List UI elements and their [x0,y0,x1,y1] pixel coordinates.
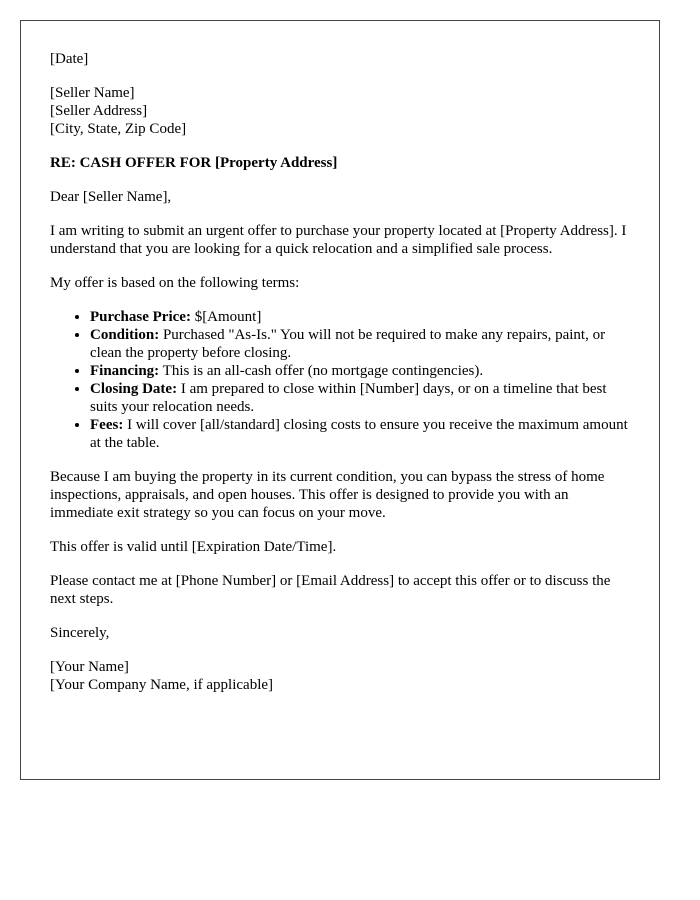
date-line [50,50,631,68]
seller-city-state-zip: [City, State, Zip Code] [50,121,187,137]
term-label-condition: Condition: [90,327,160,343]
sender-company: [Your Company Name, if applicable] [50,677,274,693]
list-item [90,326,631,362]
intro-paragraph: I am writing to submit an urgent offer to purchase your property located at [Property Address]. I understand that you are looking for a quick relocation and a simplified sale process. [50,223,627,257]
letter-page [20,20,660,780]
term-text-purchase-price: $[Amount] [190,309,262,325]
contact-paragraph: Please contact me at [Phone Number] or [Email Address] to accept this offer or to discuss the next steps. [50,573,611,607]
seller-name: [Seller Name] [50,85,135,101]
list-item [90,416,631,452]
term-text-condition: Purchased "As-Is." You will not be required to make any repairs, paint, or clean the property before closing. [90,327,606,361]
term-label-fees: Fees: [90,417,124,433]
sender-name: [Your Name] [50,659,129,675]
salutation: Dear [Seller Name], [50,189,172,205]
term-text-fees: I will cover [all/standard] closing costs to ensure you receive the maximum amount at the table. [90,417,628,451]
term-text-financing: This is an all-cash offer (no mortgage contingencies). [159,363,484,379]
term-text-closing-date: I am prepared to close within [Number] days, or on a timeline that best suits your relocation needs. [90,381,607,415]
list-item [90,380,631,416]
validity-paragraph: This offer is valid until [Expiration Date/Time]. [50,539,337,555]
term-label-financing: Financing: [90,363,160,379]
list-item [90,362,631,380]
terms-list [50,308,631,452]
list-item [90,308,631,326]
subject-line: RE: CASH OFFER FOR [Property Address] [50,155,338,171]
date-text: [Date] [50,51,89,67]
seller-address: [Seller Address] [50,103,148,119]
term-label-closing-date: Closing Date: [90,381,178,397]
term-label-purchase-price: Purchase Price: [90,309,191,325]
signature-block [50,658,631,694]
condition-paragraph: Because I am buying the property in its current condition, you can bypass the stress of home inspections, appraisals, and open houses. This offer is designed to provide you with an immediate exit strategy so you can focus on your move. [50,469,605,521]
seller-address-block [50,84,631,138]
closing-line: Sincerely, [50,625,110,641]
terms-intro: My offer is based on the following terms: [50,275,300,291]
